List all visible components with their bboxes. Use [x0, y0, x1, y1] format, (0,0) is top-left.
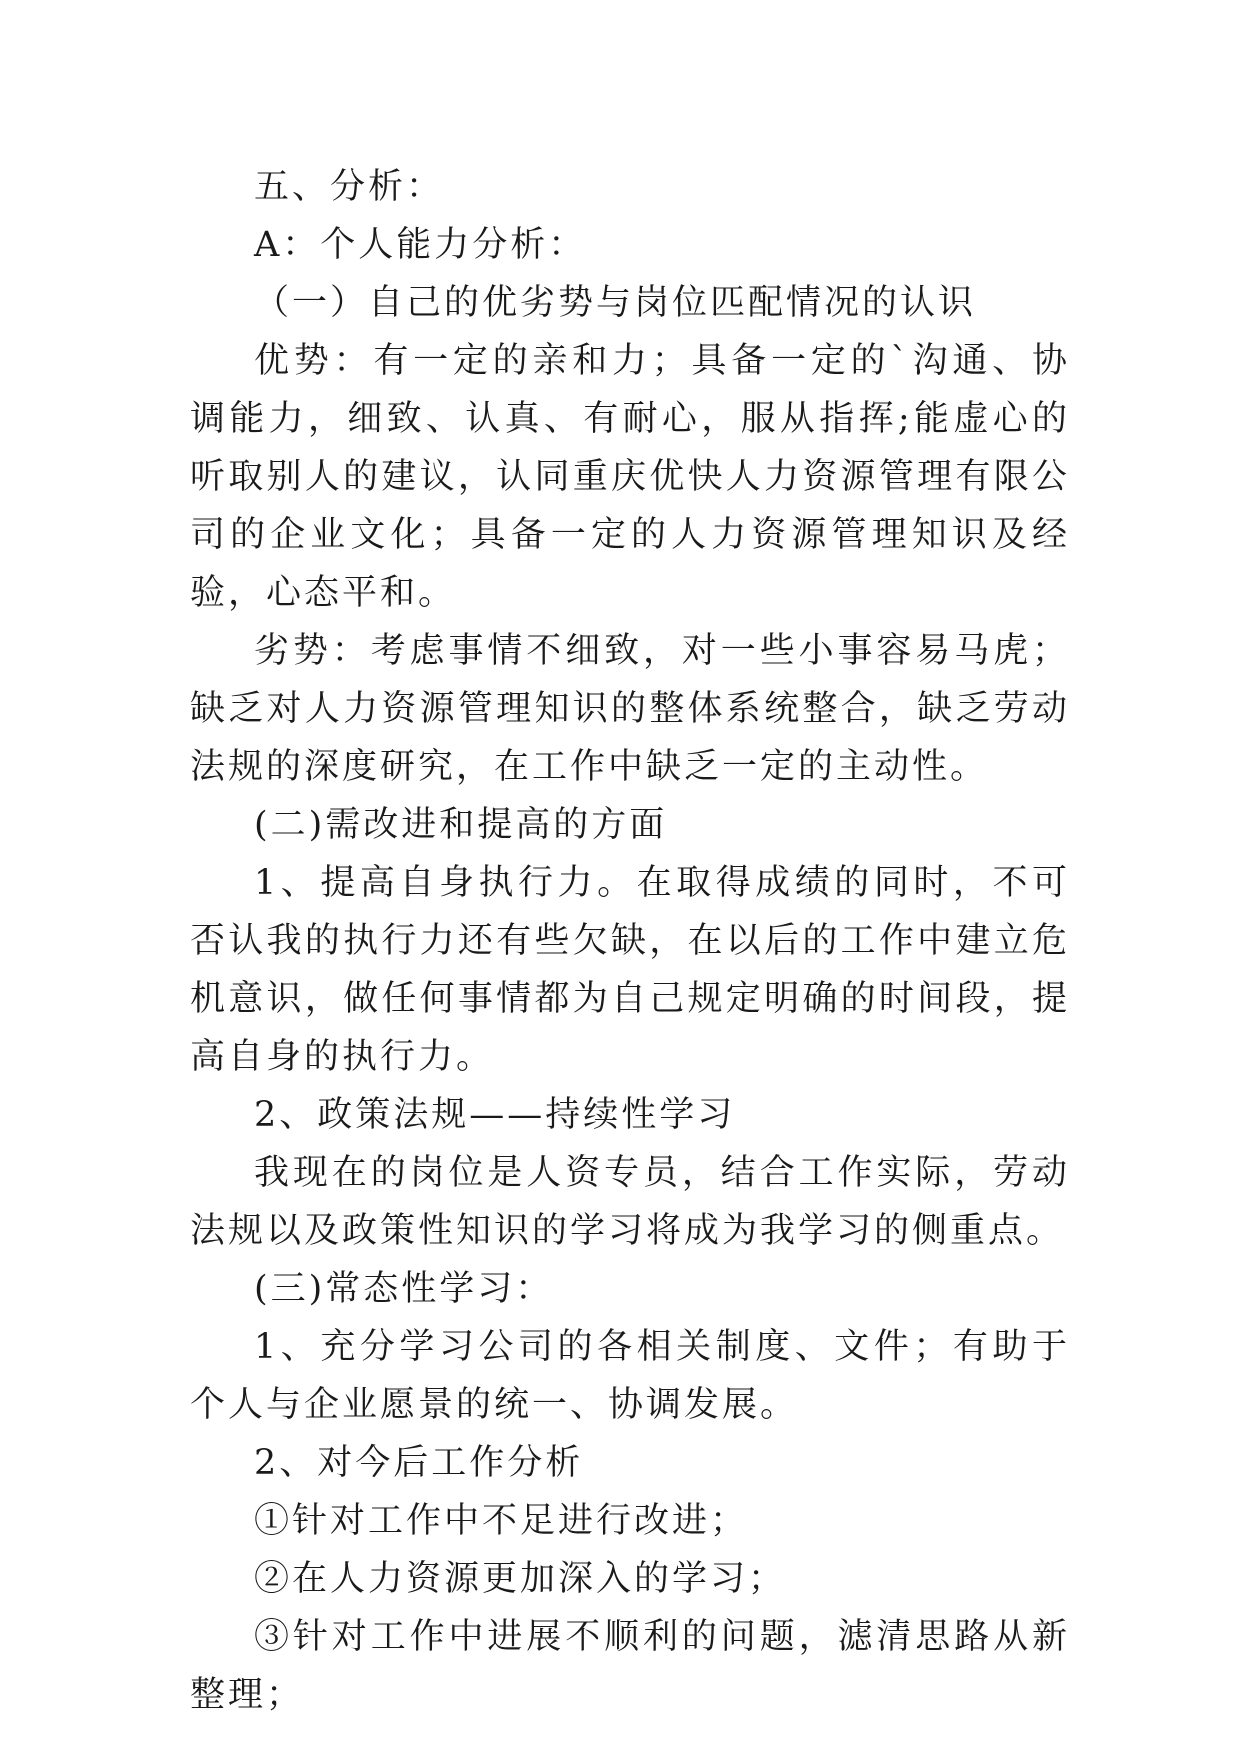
subheading-strengths-weaknesses: （一）自己的优劣势与岗位匹配情况的认识	[254, 283, 977, 323]
paragraph-future-work: 2、对今后工作分析	[254, 1443, 584, 1483]
document-body	[190, 158, 1070, 1724]
paragraph-policy: 我现在的岗位是人资专员，结合工作实际，劳动法规以及政策性知识的学习将成为我学习的侧重点。	[190, 1153, 1070, 1251]
subheading-routine-learning: (三)常态性学习：	[254, 1269, 554, 1309]
subheading-improvements: (二)需改进和提高的方面	[254, 805, 668, 845]
list-item-3: ③针对工作中进展不顺利的问题，滤清思路从新整理；	[190, 1617, 1070, 1715]
subheading-personal-ability: A：个人能力分析：	[254, 225, 587, 265]
paragraph-policy-heading: 2、政策法规——持续性学习	[254, 1095, 736, 1135]
section-heading-analysis: 五、分析：	[254, 167, 445, 207]
list-item-2: ②在人力资源更加深入的学习；	[254, 1559, 787, 1599]
paragraph-execution: 1、提高自身执行力。在取得成绩的同时，不可否认我的执行力还有些欠缺，在以后的工作中建立危机意识，做任何事情都为自己规定明确的时间段，提高自身的执行力。	[190, 863, 1070, 1077]
paragraph-strengths: 优势：有一定的亲和力；具备一定的`沟通、协调能力，细致、认真、有耐心，服从指挥;能虚心的听取别人的建议，认同重庆优快人力资源管理有限公司的企业文化；具备一定的人力资源管理知识及经验，心态平和。	[190, 341, 1070, 613]
list-item-1: ①针对工作中不足进行改进；	[254, 1501, 749, 1541]
paragraph-company-rules: 1、充分学习公司的各相关制度、文件；有助于个人与企业愿景的统一、协调发展。	[190, 1327, 1070, 1425]
paragraph-weaknesses: 劣势：考虑事情不细致，对一些小事容易马虎；缺乏对人力资源管理知识的整体系统整合，缺乏劳动法规的深度研究，在工作中缺乏一定的主动性。	[190, 631, 1070, 787]
